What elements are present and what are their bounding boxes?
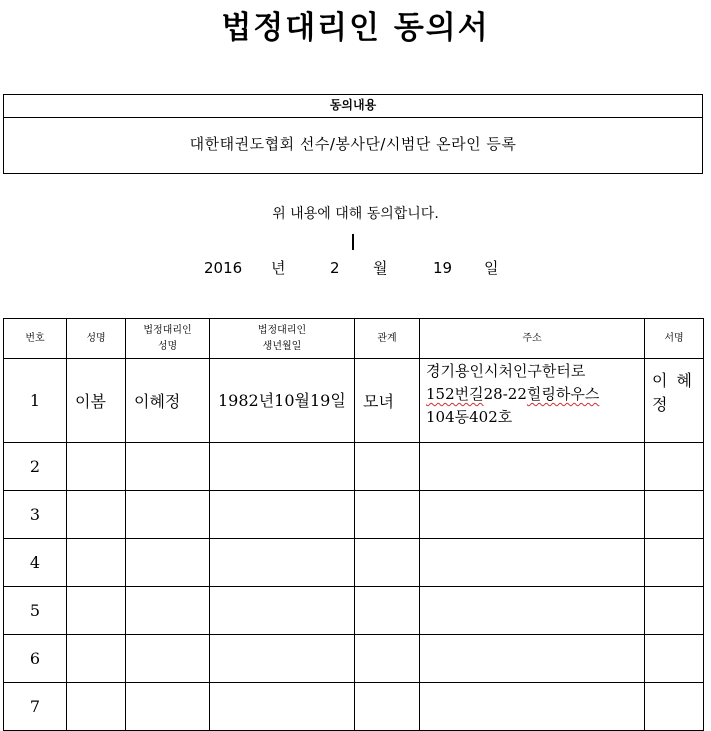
table-header-row <box>4 319 704 359</box>
cell-name[interactable] <box>67 539 126 587</box>
agreement-statement: 위 내용에 대해 동의합니다. <box>272 206 439 222</box>
cell-relation: 모녀 <box>355 359 420 443</box>
cell-guardian-birth[interactable] <box>210 683 355 731</box>
cell-name[interactable] <box>67 491 126 539</box>
cell-relation[interactable] <box>355 683 420 731</box>
cell-guardian-name[interactable] <box>126 587 210 635</box>
cell-sign[interactable] <box>645 683 704 731</box>
table-row <box>4 539 704 587</box>
cell-guardian-birth[interactable] <box>210 587 355 635</box>
consent-box <box>3 94 703 174</box>
cell-guardian-name[interactable] <box>126 539 210 587</box>
header-name: 성명 <box>67 319 126 359</box>
table-row <box>4 587 704 635</box>
address-line-3: 104동402호 <box>426 408 513 426</box>
date-day: 19 <box>433 259 453 277</box>
cell-relation[interactable] <box>355 587 420 635</box>
cell-guardian-birth[interactable] <box>210 635 355 683</box>
table-row <box>4 683 704 731</box>
guardian-table <box>3 318 704 731</box>
cell-address[interactable] <box>420 443 645 491</box>
cell-guardian-name: 이혜정 <box>126 359 210 443</box>
cell-name[interactable] <box>67 587 126 635</box>
cell-address <box>420 359 645 443</box>
cell-guardian-name[interactable] <box>126 635 210 683</box>
header-address: 주소 <box>420 319 645 359</box>
date-year-unit: 년 <box>271 259 286 277</box>
table-row <box>4 635 704 683</box>
header-relation: 관계 <box>355 319 420 359</box>
cell-no: 1 <box>4 359 67 443</box>
cell-name: 이봄 <box>67 359 126 443</box>
address-line-2-c: 힐링하우스 <box>526 385 600 403</box>
cell-relation[interactable] <box>355 635 420 683</box>
cell-relation[interactable] <box>355 491 420 539</box>
cell-sign[interactable] <box>645 443 704 491</box>
consent-content: 대한태권도협회 선수/봉사단/시범단 온라인 등록 <box>189 135 517 153</box>
text-cursor <box>352 234 354 250</box>
table-row <box>4 443 704 491</box>
cell-guardian-birth[interactable] <box>210 539 355 587</box>
cell-address[interactable] <box>420 635 645 683</box>
cell-sign: 이혜정 <box>645 359 704 443</box>
date-month: 2 <box>330 259 340 277</box>
cell-name[interactable] <box>67 635 126 683</box>
cell-guardian-name[interactable] <box>126 443 210 491</box>
cell-name[interactable] <box>67 683 126 731</box>
document-title: 법정대리인 동의서 <box>221 10 490 46</box>
header-guardian-name: 법정대리인 성명 <box>126 319 210 359</box>
cell-address[interactable] <box>420 587 645 635</box>
cell-relation[interactable] <box>355 539 420 587</box>
cell-no: 7 <box>4 683 67 731</box>
cell-no: 6 <box>4 635 67 683</box>
address-line-2-b: 28-22 <box>483 385 527 403</box>
cell-sign[interactable] <box>645 587 704 635</box>
cell-name[interactable] <box>67 443 126 491</box>
cell-no: 5 <box>4 587 67 635</box>
cell-guardian-birth[interactable] <box>210 443 355 491</box>
address-line-1: 경기용인시처인구한터로 <box>426 362 586 380</box>
header-sign: 서명 <box>645 319 704 359</box>
consent-header: 동의내용 <box>4 95 702 118</box>
date-year: 2016 <box>204 259 243 277</box>
cell-sign[interactable] <box>645 539 704 587</box>
address-line-2-a: 152번길 <box>426 385 484 403</box>
header-no: 번호 <box>4 319 67 359</box>
cell-no: 3 <box>4 491 67 539</box>
cell-no: 4 <box>4 539 67 587</box>
cell-sign[interactable] <box>645 635 704 683</box>
cell-relation[interactable] <box>355 443 420 491</box>
cell-guardian-birth: 1982년10월19일 <box>210 359 355 443</box>
table-row <box>4 359 704 443</box>
cell-address[interactable] <box>420 683 645 731</box>
cell-guardian-birth[interactable] <box>210 491 355 539</box>
cell-guardian-name[interactable] <box>126 683 210 731</box>
cell-no: 2 <box>4 443 67 491</box>
cell-address[interactable] <box>420 539 645 587</box>
cell-address[interactable] <box>420 491 645 539</box>
date-day-unit: 일 <box>484 259 499 277</box>
table-row <box>4 491 704 539</box>
address-line-2 <box>426 383 644 406</box>
date-month-unit: 월 <box>373 259 388 277</box>
header-guardian-birth: 법정대리인 생년월일 <box>210 319 355 359</box>
cell-sign[interactable] <box>645 491 704 539</box>
cell-guardian-name[interactable] <box>126 491 210 539</box>
